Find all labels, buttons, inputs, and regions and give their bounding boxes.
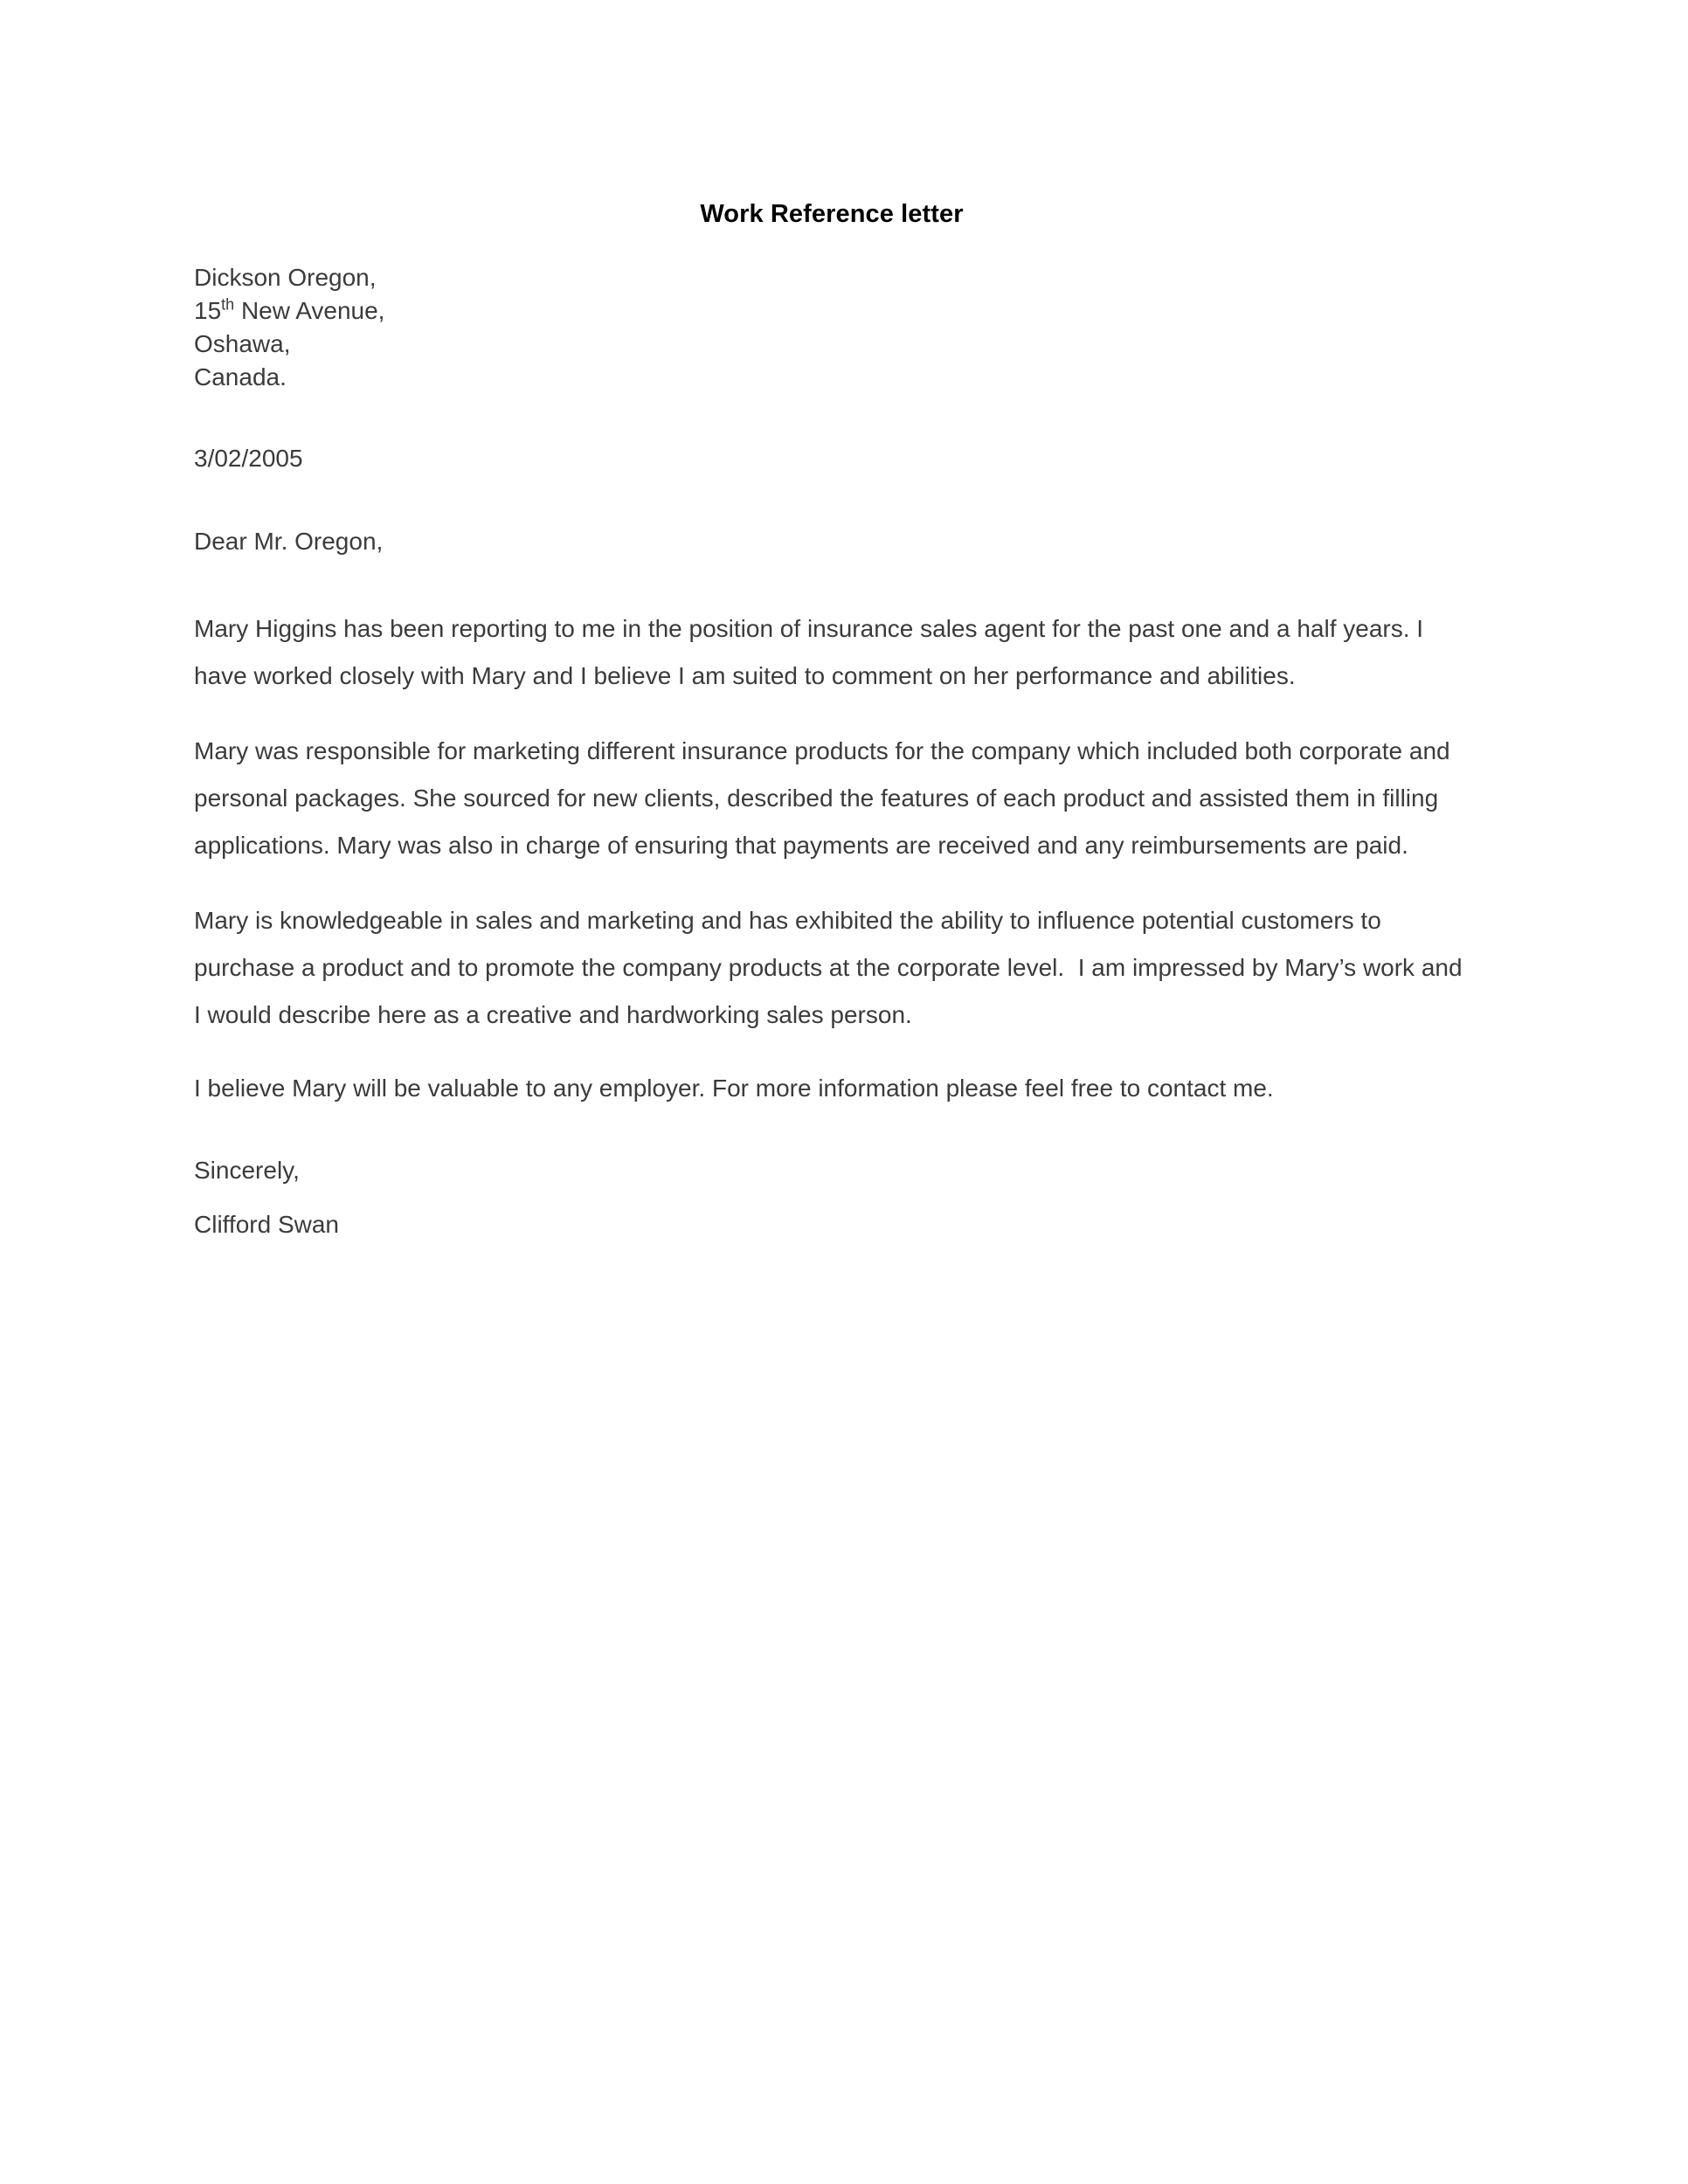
signature-spacer xyxy=(194,1194,1471,1201)
signature-name: Clifford Swan xyxy=(194,1211,340,1238)
page-title: Work Reference letter xyxy=(700,200,964,228)
sender-address-block xyxy=(194,261,384,394)
closing-salutation: Sincerely, xyxy=(194,1157,300,1184)
address-line-country: Canada. xyxy=(194,363,287,390)
closing-spacer xyxy=(194,1140,1471,1147)
address-line-city: Oshawa, xyxy=(194,330,291,357)
address-line-city-state: Dickson Oregon, xyxy=(194,264,377,291)
street-ordinal-suffix: th xyxy=(221,295,235,314)
body-paragraph: Mary is knowledgeable in sales and marketing and has exhibited the ability to influence potential customers to purchase a product and to promote the company products at the corporate level. I am impressed by Mary’s work and I would describe here as a creative and hardworking sales person. xyxy=(194,907,1470,1028)
letter-date: 3/02/2005 xyxy=(194,445,303,472)
body-paragraph: Mary Higgins has been reporting to me in the position of insurance sales agent for the past one and a half years. I have worked closely with Mary and I believe I am suited to comment on her performance and abilities. xyxy=(194,615,1430,689)
street-name: New Avenue, xyxy=(234,297,385,324)
salutation: Dear Mr. Oregon, xyxy=(194,528,384,555)
street-number: 15 xyxy=(194,297,222,324)
address-line-street xyxy=(194,294,384,328)
body-paragraph: I believe Mary will be valuable to any employer. For more information please feel free to contact me. xyxy=(194,1075,1274,1102)
body-paragraph: Mary was responsible for marketing different insurance products for the company which included both corporate and personal packages. She sourced for new clients, described the features of each product and assisted them in filling applications. Mary was also in charge of ensuring that payments are received and any reimbursements are paid. xyxy=(194,737,1457,859)
letter-body xyxy=(194,605,1471,1248)
